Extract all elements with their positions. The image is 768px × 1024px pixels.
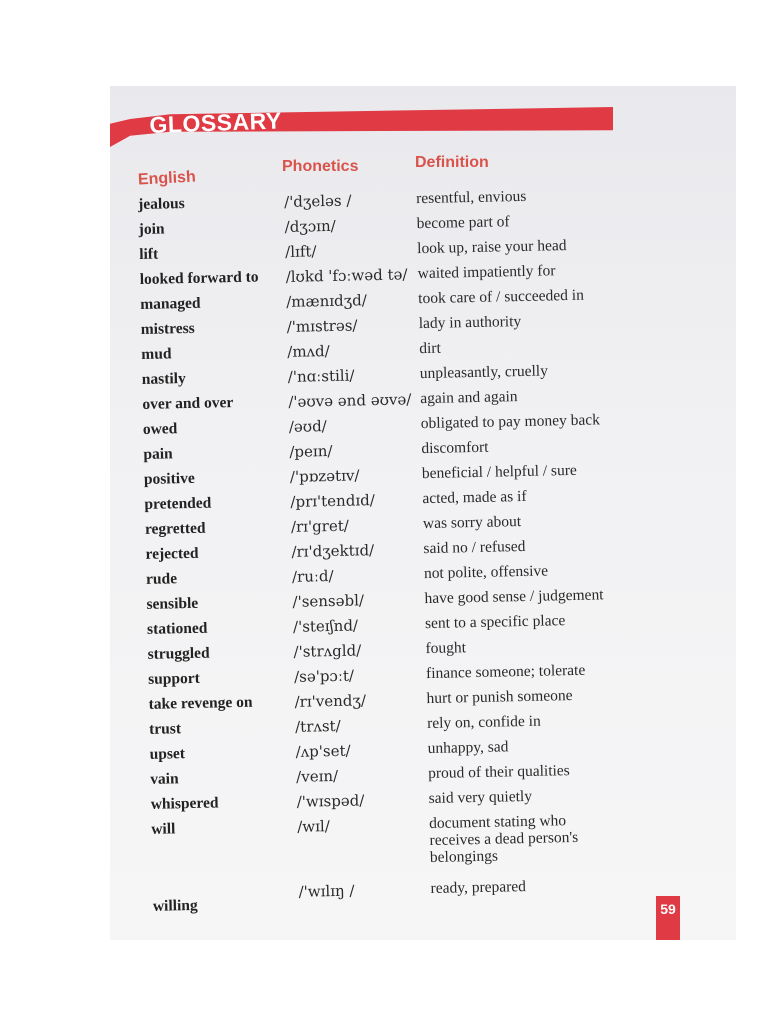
english-word: positive bbox=[143, 469, 195, 488]
phonetic: /mʌd/ bbox=[287, 342, 330, 361]
phonetic: /sə'pɔːt/ bbox=[293, 666, 355, 686]
phonetic: /əʊd/ bbox=[288, 417, 327, 436]
phonetic: /'steɪʃnd/ bbox=[292, 616, 359, 636]
definition: took care of / succeeded in bbox=[418, 286, 585, 308]
definition: ready, prepared bbox=[430, 878, 527, 898]
english-word: rejected bbox=[145, 544, 199, 563]
phonetic: /'wɪlɪŋ / bbox=[298, 881, 355, 901]
definition: said no / refused bbox=[423, 537, 526, 558]
definition: fought bbox=[425, 639, 467, 658]
english-word: will bbox=[151, 820, 176, 838]
phonetic: /'mɪstrəs/ bbox=[286, 316, 358, 336]
english-word: willing bbox=[152, 896, 198, 915]
definition: have good sense / judgement bbox=[424, 586, 604, 608]
definition: resentful, envious bbox=[415, 187, 527, 208]
phonetic: /'dʒeləs / bbox=[283, 191, 352, 211]
english-word: looked forward to bbox=[139, 268, 259, 288]
phonetic: /rɪ'dʒektɪd/ bbox=[291, 541, 375, 561]
glossary-row bbox=[152, 874, 732, 915]
english-word: take revenge on bbox=[148, 693, 253, 713]
definition: was sorry about bbox=[422, 513, 522, 533]
english-word: stationed bbox=[146, 619, 208, 638]
english-word: regretted bbox=[144, 519, 206, 538]
book-page bbox=[110, 86, 736, 940]
english-word: join bbox=[138, 220, 165, 238]
english-word: lift bbox=[139, 245, 159, 263]
definition: look up, raise your head bbox=[416, 237, 567, 258]
phonetic: /mænɪdʒd/ bbox=[286, 291, 367, 311]
english-word: owed bbox=[142, 420, 178, 438]
definition: finance someone; tolerate bbox=[425, 661, 586, 683]
phonetic: /rɪ'gret/ bbox=[290, 516, 350, 536]
phonetic: /lʊkd 'fɔːwəd tə/ bbox=[285, 265, 408, 286]
english-word: nastily bbox=[141, 370, 186, 388]
english-word: upset bbox=[149, 745, 186, 763]
phonetic: /veɪn/ bbox=[296, 766, 339, 786]
phonetic: /'əʊvə ənd əʊvə/ bbox=[288, 390, 412, 411]
english-word: managed bbox=[140, 294, 201, 313]
definition: document stating who receives a dead person's belongings bbox=[429, 812, 579, 867]
definition: hurt or punish someone bbox=[426, 687, 573, 708]
page-number: 59 bbox=[656, 896, 680, 940]
column-header-english: English bbox=[137, 168, 197, 189]
english-word: mistress bbox=[140, 319, 195, 338]
english-word: rude bbox=[145, 570, 178, 588]
english-word: pain bbox=[143, 445, 173, 463]
phonetic: /prɪ'tendɪd/ bbox=[290, 491, 375, 511]
column-header-definition: Definition bbox=[415, 154, 489, 171]
english-word: trust bbox=[148, 720, 182, 738]
page-title: GLOSSARY bbox=[149, 107, 283, 139]
phonetic: /rɪ'vendʒ/ bbox=[294, 691, 367, 711]
definition: dirt bbox=[419, 339, 441, 358]
english-word: vain bbox=[150, 770, 179, 788]
phonetic: /lɪft/ bbox=[285, 242, 317, 261]
english-word: jealous bbox=[138, 195, 185, 213]
phonetic: /wɪl/ bbox=[297, 817, 330, 836]
definition: obligated to pay money back bbox=[420, 411, 601, 433]
definition: beneficial / helpful / sure bbox=[421, 461, 577, 483]
glossary-row bbox=[151, 809, 732, 881]
english-word: support bbox=[147, 669, 200, 688]
english-word: struggled bbox=[147, 644, 210, 663]
definition: unhappy, sad bbox=[427, 738, 509, 758]
definition: discomfort bbox=[421, 438, 489, 458]
definition: become part of bbox=[416, 213, 510, 233]
english-word: whispered bbox=[150, 794, 219, 813]
phonetic: /'nɑːstili/ bbox=[287, 366, 355, 386]
definition: sent to a specific place bbox=[424, 612, 566, 633]
phonetic: /trʌst/ bbox=[294, 716, 341, 736]
definition: said very quietly bbox=[428, 787, 533, 808]
phonetic: /peɪn/ bbox=[289, 441, 333, 461]
english-word: mud bbox=[141, 345, 172, 363]
phonetic: /'pɒzətɪv/ bbox=[289, 466, 360, 486]
column-header-phonetics: Phonetics bbox=[282, 158, 359, 175]
phonetic: /ruːd/ bbox=[291, 566, 334, 586]
definition: proud of their qualities bbox=[427, 762, 570, 783]
phonetic: /ʌp'set/ bbox=[295, 741, 351, 761]
glossary-table bbox=[138, 184, 733, 916]
phonetic: /'wɪspəd/ bbox=[296, 791, 365, 811]
definition: not polite, offensive bbox=[423, 562, 549, 583]
definition: lady in authority bbox=[418, 313, 522, 333]
definition: rely on, confide in bbox=[426, 712, 541, 733]
phonetic: /'strʌgld/ bbox=[293, 641, 362, 661]
english-word: sensible bbox=[146, 594, 199, 613]
definition: waited impatiently for bbox=[417, 262, 556, 283]
english-word: over and over bbox=[142, 394, 234, 413]
english-word: pretended bbox=[144, 494, 212, 513]
definition: again and again bbox=[420, 388, 518, 408]
definition: acted, made as if bbox=[422, 487, 527, 508]
phonetic: /'sensəbl/ bbox=[292, 591, 365, 611]
phonetic: /dʒɔɪn/ bbox=[284, 216, 336, 236]
definition: unpleasantly, cruelly bbox=[419, 362, 549, 383]
